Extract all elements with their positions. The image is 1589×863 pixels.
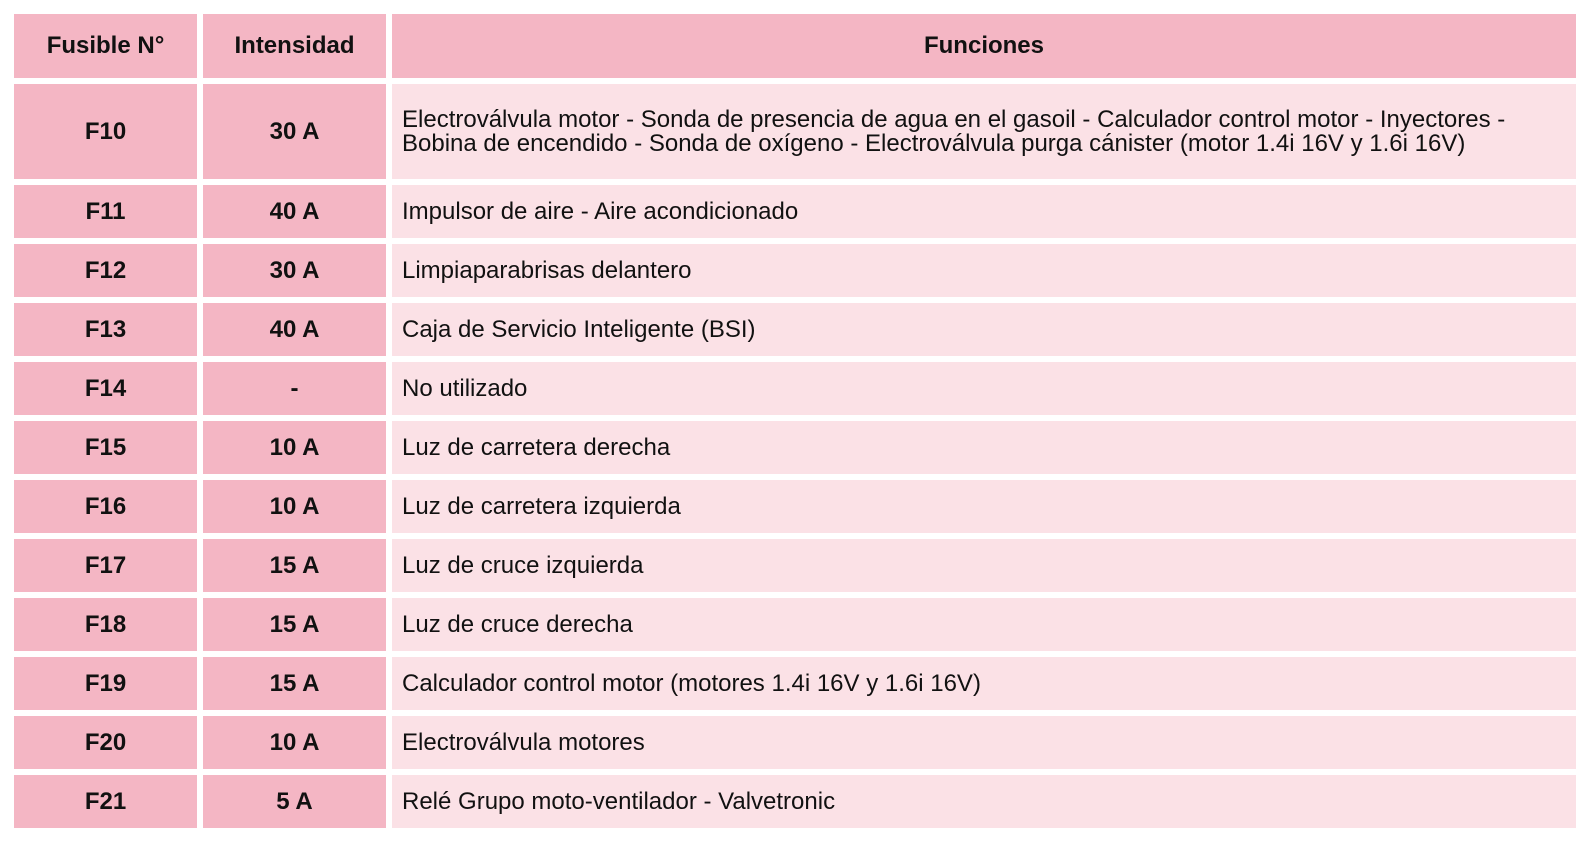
- functions-cell: Electroválvula motores: [392, 716, 1576, 769]
- functions-cell: Luz de carretera izquierda: [392, 480, 1576, 533]
- fuse-number-cell: F12: [14, 244, 197, 297]
- fuse-number-cell: F20: [14, 716, 197, 769]
- functions-cell: Luz de cruce derecha: [392, 598, 1576, 651]
- functions-cell: Luz de carretera derecha: [392, 421, 1576, 474]
- fuse-table: [14, 14, 1576, 834]
- intensity-cell: 5 A: [203, 775, 386, 828]
- intensity-cell: -: [203, 362, 386, 415]
- header-fuse-number: Fusible N°: [14, 14, 197, 78]
- functions-cell: Caja de Servicio Inteligente (BSI): [392, 303, 1576, 356]
- table-row: [14, 362, 1576, 415]
- fuse-number-cell: F16: [14, 480, 197, 533]
- intensity-cell: 10 A: [203, 480, 386, 533]
- table-row: [14, 84, 1576, 179]
- functions-cell: Electroválvula motor - Sonda de presencia de agua en el gasoil - Calculador control motor - Inyectores - Bobina de encendido - Sonda de oxígeno - Electroválvula purga cánister (motor 1.4i 16V y 1.6i 16V): [392, 84, 1576, 179]
- functions-cell: No utilizado: [392, 362, 1576, 415]
- intensity-cell: 15 A: [203, 598, 386, 651]
- fuse-number-cell: F15: [14, 421, 197, 474]
- table-row: [14, 657, 1576, 710]
- header-functions: Funciones: [392, 14, 1576, 78]
- intensity-cell: 15 A: [203, 657, 386, 710]
- fuse-number-cell: F21: [14, 775, 197, 828]
- table-row: [14, 598, 1576, 651]
- fuse-number-cell: F18: [14, 598, 197, 651]
- intensity-cell: 30 A: [203, 84, 386, 179]
- table-row: [14, 539, 1576, 592]
- fuse-number-cell: F14: [14, 362, 197, 415]
- fuse-number-cell: F10: [14, 84, 197, 179]
- table-row: [14, 480, 1576, 533]
- intensity-cell: 10 A: [203, 716, 386, 769]
- fuse-number-cell: F19: [14, 657, 197, 710]
- functions-cell: Limpiaparabrisas delantero: [392, 244, 1576, 297]
- table-row: [14, 716, 1576, 769]
- intensity-cell: 30 A: [203, 244, 386, 297]
- header-intensity: Intensidad: [203, 14, 386, 78]
- table-row: [14, 775, 1576, 828]
- table-row: [14, 421, 1576, 474]
- functions-cell: Impulsor de aire - Aire acondicionado: [392, 185, 1576, 238]
- table-row: [14, 244, 1576, 297]
- fuse-number-cell: F17: [14, 539, 197, 592]
- fuse-number-cell: F11: [14, 185, 197, 238]
- table-row: [14, 185, 1576, 238]
- intensity-cell: 15 A: [203, 539, 386, 592]
- intensity-cell: 40 A: [203, 303, 386, 356]
- intensity-cell: 10 A: [203, 421, 386, 474]
- functions-cell: Luz de cruce izquierda: [392, 539, 1576, 592]
- functions-cell: Relé Grupo moto-ventilador - Valvetronic: [392, 775, 1576, 828]
- fuse-number-cell: F13: [14, 303, 197, 356]
- functions-cell: Calculador control motor (motores 1.4i 16V y 1.6i 16V): [392, 657, 1576, 710]
- intensity-cell: 40 A: [203, 185, 386, 238]
- table-header-row: [14, 14, 1576, 78]
- table-row: [14, 303, 1576, 356]
